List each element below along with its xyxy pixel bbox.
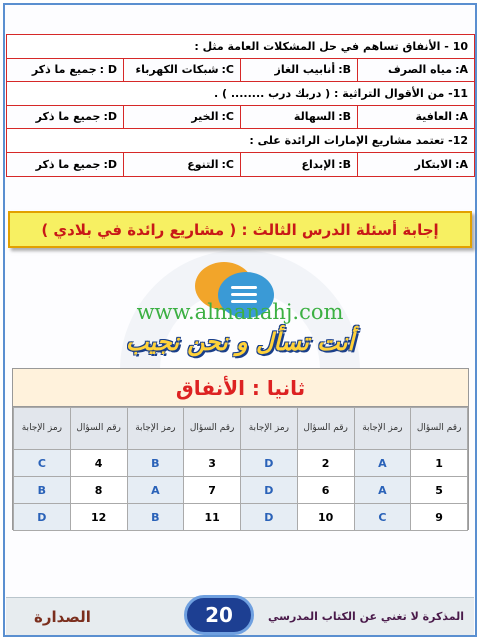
question-text: 11- من الأقوال التراثية : ( دربك درب ........ ) . (214, 86, 468, 100)
option-c[interactable]: C: التنوع (123, 153, 240, 177)
column-header: رقم السؤال (70, 408, 127, 450)
column-header: رقم السؤال (184, 408, 241, 450)
answer-code-cell: A (354, 450, 411, 477)
answers-section (12, 368, 469, 530)
question-number-cell: 2 (297, 450, 354, 477)
answer-code-cell: D (241, 477, 298, 504)
table-row (14, 450, 468, 477)
question-number-cell: 8 (70, 477, 127, 504)
question-number-cell: 12 (70, 504, 127, 531)
question-number-cell: 1 (411, 450, 468, 477)
answer-code-cell: B (14, 477, 71, 504)
question-number-cell: 9 (411, 504, 468, 531)
option-d[interactable]: D : جميع ما ذكر (31, 63, 117, 77)
question-number-cell: 11 (184, 504, 241, 531)
answer-code-cell: D (241, 450, 298, 477)
option-c[interactable]: C: الخير (123, 106, 240, 129)
question-12 (7, 129, 474, 153)
answer-code-cell: D (14, 504, 71, 531)
table-header-row (14, 408, 468, 450)
question-text: 10 - الأنفاق تساهم في حل المشكلات العامة مثل : (194, 39, 468, 53)
question-11 (7, 82, 474, 106)
column-header: رمز الإجابة (354, 408, 411, 450)
answer-code-cell: B (127, 450, 184, 477)
option-a[interactable]: A: مياه الصرف (357, 59, 474, 82)
answer-code-cell: B (127, 504, 184, 531)
table-row (14, 504, 468, 531)
question-number-cell: 5 (411, 477, 468, 504)
table-row (14, 477, 468, 504)
question-10 (7, 35, 474, 59)
answer-code-cell: C (14, 450, 71, 477)
option-d[interactable]: D: جميع ما ذكر (35, 157, 117, 171)
answer-code-cell: D (241, 504, 298, 531)
option-a[interactable]: A: الابتكار (357, 153, 474, 177)
column-header: رقم السؤال (411, 408, 468, 450)
option-b[interactable]: B: السهالة (240, 106, 357, 129)
option-b[interactable]: B: أنابيب الغاز (240, 59, 357, 82)
lesson-answers-banner: إجابة أسئلة الدرس الثالث : ( مشاريع رائدة في بلادي ) (8, 211, 472, 248)
question-12-options (7, 153, 474, 177)
column-header: رقم السؤال (297, 408, 354, 450)
column-header: رمز الإجابة (241, 408, 298, 450)
questions-block (6, 34, 475, 177)
site-logo (100, 258, 380, 368)
answer-code-cell: A (127, 477, 184, 504)
question-11-options (7, 106, 474, 130)
answer-code-cell: A (354, 477, 411, 504)
question-number-cell: 4 (70, 450, 127, 477)
question-number-cell: 6 (297, 477, 354, 504)
footer-note: المذكرة لا تغني عن الكتاب المدرسي (268, 610, 464, 623)
question-number-cell: 10 (297, 504, 354, 531)
column-header: رمز الإجابة (127, 408, 184, 450)
option-d[interactable]: D: جميع ما ذكر (35, 110, 117, 124)
question-text: 12- تعتمد مشاريع الإمارات الرائدة على : (249, 133, 468, 147)
question-number-cell: 3 (184, 450, 241, 477)
answers-title: ثانيا : الأنفاق (13, 369, 468, 407)
option-c[interactable]: C: شبكات الكهرباء (123, 59, 240, 82)
page-footer (6, 597, 474, 635)
column-header: رمز الإجابة (14, 408, 71, 450)
question-10-options (7, 59, 474, 83)
question-number-cell: 7 (184, 477, 241, 504)
answers-table (13, 407, 468, 531)
option-b[interactable]: B: الإبداع (240, 153, 357, 177)
answer-code-cell: C (354, 504, 411, 531)
site-url[interactable]: www.almanahj.com (136, 300, 344, 324)
logo-slogan: أنت تسأل و نحن نجيب (125, 328, 355, 356)
brand-name: الصدارة (34, 608, 91, 626)
option-a[interactable]: A: العافية (357, 106, 474, 129)
page-number-badge: 20 (184, 595, 254, 635)
